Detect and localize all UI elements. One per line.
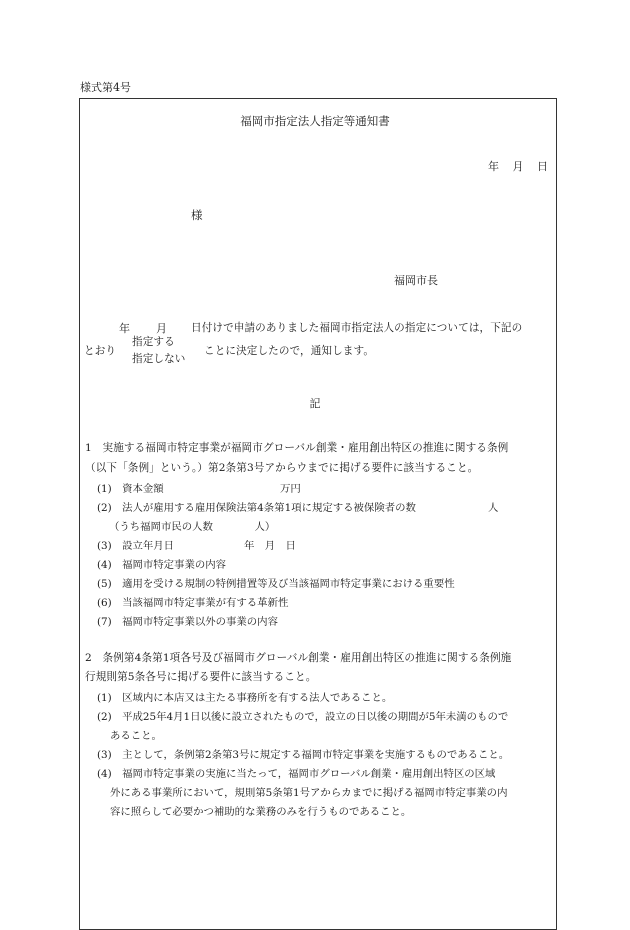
section2-item4-line-3: 容に照らして必要かつ補助的な業務のみを行うものであること。 [110, 806, 412, 818]
section1-item3-label: (3) 設立年月日 [97, 540, 175, 552]
section2-item1: (1) 区域内に本店又は主たる事務所を有する法人であること。 [97, 692, 393, 704]
section1-item1-unit: 万円 [280, 483, 301, 495]
addressee-suffix: 様 [191, 208, 203, 222]
choice-designate: 指定する [132, 336, 175, 348]
ki-heading: 記 [309, 397, 321, 410]
section1-item4: (4) 福岡市特定事業の内容 [97, 559, 227, 571]
document-title: 福岡市指定法人指定等通知書 [240, 114, 390, 128]
section1-line-2: （以下「条例」という。）第2条第3号アからウまでに掲げる要件に該当すること。 [85, 462, 479, 474]
section2-item2-line-1: (2) 平成25年4月1日以後に設立されたもので，設立の日以後の期間が5年未満のもので [97, 711, 509, 723]
section2-line-1: 2 条例第4条第1項各号及び福岡市グローバル創業・雇用創出特区の推進に関する条例施 [85, 652, 512, 664]
section1-item3-date: 年 月 日 [244, 540, 296, 552]
section1-item5: (5) 適用を受ける規制の特例措置等及び当該福岡市特定事業における重要性 [97, 578, 455, 590]
section2-item2-line-2: あること。 [110, 730, 162, 742]
section1-line-1: 1 実施する福岡市特定事業が福岡市グローバル創業・雇用創出特区の推進に関する条例 [85, 442, 509, 454]
intro-toori: とおり [84, 345, 117, 357]
section2-item3: (3) 主として，条例第2条第3号に規定する福岡市特定事業を実施するものであること。 [97, 749, 510, 761]
section2-item4-line-1: (4) 福岡市特定事業の実施に当たって，福岡市グローバル創業・雇用創出特区の区域 [97, 768, 496, 780]
choice-not-designate: 指定しない [132, 353, 186, 365]
date-line: 年 月 日 [488, 160, 548, 173]
section2-line-2: 行規則第5条各号に掲げる要件に該当すること。 [85, 671, 317, 683]
section1-item1-label: (1) 資本金額 [97, 483, 164, 495]
section2-item4-line-2: 外にある事業所において，規則第5条第1号アからカまでに掲げる福岡市特定事業の内 [110, 787, 508, 799]
form-number: 様式第4号 [80, 81, 131, 94]
intro-line-1: 日付けで申請のありました福岡市指定法人の指定については，下記の [191, 322, 523, 334]
issuer: 福岡市長 [394, 274, 438, 287]
intro-year: 年 [119, 322, 130, 335]
section1-item6: (6) 当該福岡市特定事業が有する革新性 [97, 597, 289, 609]
section1-item2-unit: 人 [488, 502, 499, 514]
section1-item2-sub: （うち福岡市民の人数 人） [109, 521, 276, 533]
section1-item7: (7) 福岡市特定事業以外の事業の内容 [97, 616, 278, 628]
intro-line-2: ことに決定したので，通知します。 [204, 345, 375, 357]
intro-month: 月 [156, 322, 167, 335]
section1-item2-label: (2) 法人が雇用する雇用保険法第4条第1項に規定する被保険者の数 [97, 502, 416, 514]
